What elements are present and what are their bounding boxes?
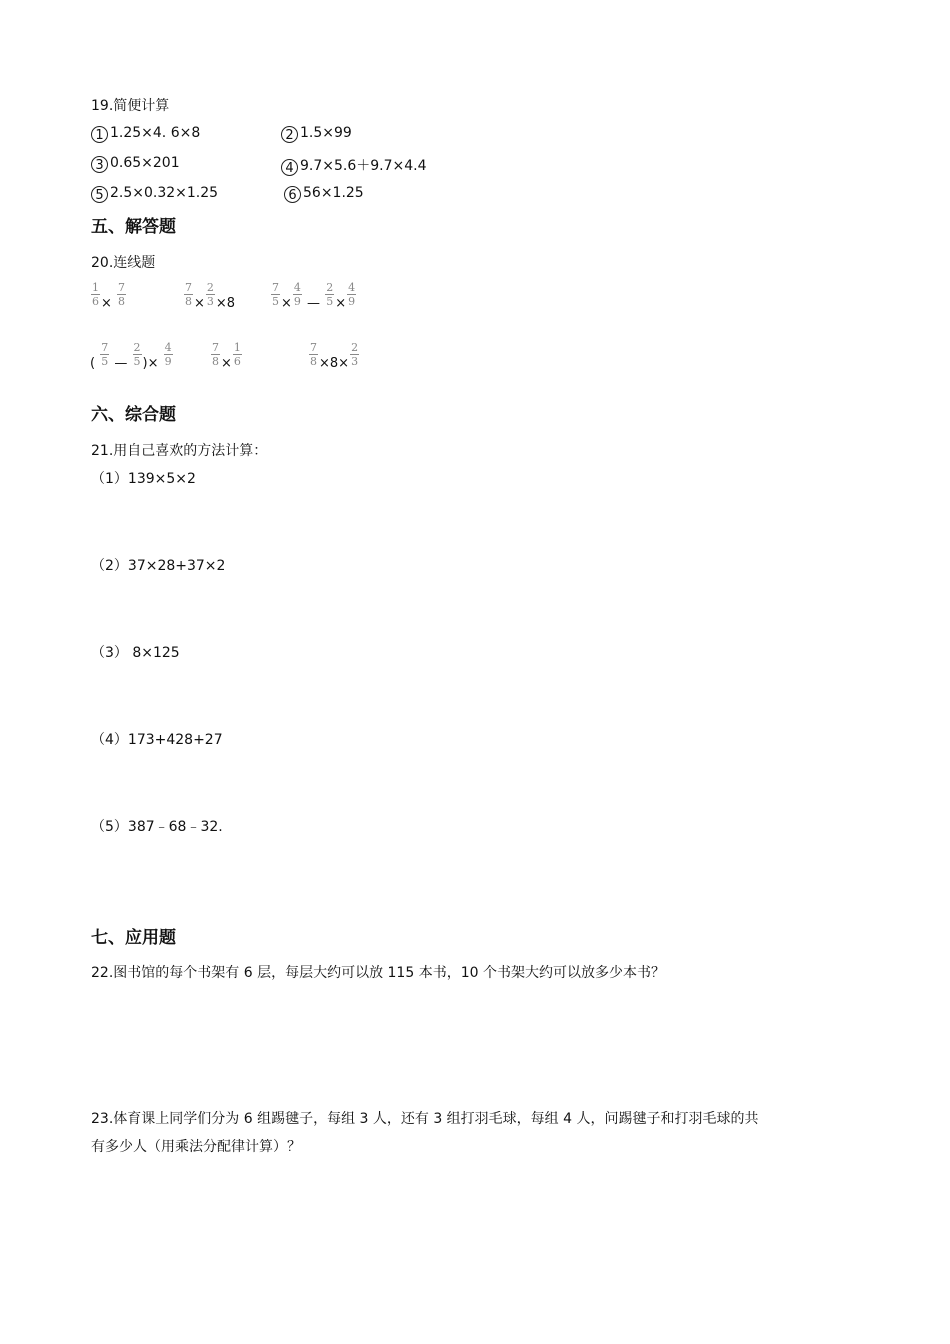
q21-item-5: （5）387﹣68﹣32. xyxy=(91,819,223,835)
section-heading-5: 五、解答题 xyxy=(91,217,176,237)
q20-expr-1: $\frac{1}{6}$ × $\frac{7}{8}$ xyxy=(92,281,126,311)
section-heading-6: 六、综合题 xyxy=(91,405,176,425)
q20-title: 20.连线题 xyxy=(91,255,156,271)
q19-expr: 2.5×0.32×1.25 xyxy=(110,185,219,201)
fraction: $\frac{2}{3}$ xyxy=(206,281,214,308)
q19-expr: 56×1.25 xyxy=(303,185,364,201)
fraction: $\frac{4}{9}$ xyxy=(164,341,172,368)
fraction: $\frac{7}{8}$ xyxy=(185,281,192,308)
fraction: $\frac{7}{5}$ xyxy=(272,281,279,308)
circled-number: 2 xyxy=(281,126,298,143)
fraction: $\frac{4}{9}$ xyxy=(348,281,356,308)
fraction: $\frac{7}{8}$ xyxy=(310,341,317,368)
q19-expr: 9.7×5.6＋9.7×4.4 xyxy=(300,158,427,174)
q19-item-4 xyxy=(281,155,427,176)
q23-text-line1: 23.体育课上同学们分为 6 组踢毽子，每组 3 人，还有 3 组打羽毛球，每组 4 人，问踢毽子和打羽毛球的共 xyxy=(91,1111,759,1127)
fraction: $\frac{1}{6}$ xyxy=(233,341,241,368)
circled-number: 6 xyxy=(284,186,301,203)
q21-item-2: （2）37×28+37×2 xyxy=(91,558,226,574)
fraction: $\frac{7}{5}$ xyxy=(101,341,109,368)
q21-item-3: （3） 8×125 xyxy=(91,645,180,661)
fraction: $\frac{4}{9}$ xyxy=(293,281,301,308)
q19-expr: 1.5×99 xyxy=(300,125,352,141)
q19-item-6 xyxy=(284,185,364,203)
circled-number: 3 xyxy=(91,156,108,173)
q19-item-3 xyxy=(91,155,180,173)
fraction: $\frac{2}{3}$ xyxy=(351,341,359,368)
q20-expr-5: $\frac{7}{8}$ × $\frac{1}{6}$ xyxy=(212,341,241,371)
q21-title: 21.用自己喜欢的方法计算： xyxy=(91,443,268,459)
q23-text-line2: 有多少人（用乘法分配律计算）？ xyxy=(91,1139,301,1155)
q21-item-4: （4）173+428+27 xyxy=(91,732,223,748)
fraction: $\frac{7}{8}$ xyxy=(118,281,126,308)
circled-number: 1 xyxy=(91,126,108,143)
fraction: $\frac{2}{5}$ xyxy=(326,281,334,308)
q19-item-5 xyxy=(91,185,218,203)
q19-expr: 1.25×4. 6×8 xyxy=(110,125,201,141)
fraction: $\frac{2}{5}$ xyxy=(133,341,141,368)
q20-expr-2: $\frac{7}{8}$ × $\frac{2}{3}$ ×8 xyxy=(185,281,236,311)
circled-number: 5 xyxy=(91,186,108,203)
q20-expr-4: ( $\frac{7}{5}$ — $\frac{2}{5}$ )× $\frac{4}{9}$ xyxy=(90,341,172,371)
circled-number: 4 xyxy=(281,159,298,176)
fraction: $\frac{1}{6}$ xyxy=(92,281,99,308)
fraction: $\frac{7}{8}$ xyxy=(212,341,219,368)
q19-title: 19.简便计算 xyxy=(91,98,170,114)
q21-item-1: （1）139×5×2 xyxy=(91,471,196,487)
q22-text: 22.图书馆的每个书架有 6 层，每层大约可以放 115 本书，10 个书架大约可以放多少本书？ xyxy=(91,965,665,981)
section-heading-7: 七、应用题 xyxy=(91,928,176,948)
q20-expr-3: $\frac{7}{5}$ × $\frac{4}{9}$ — $\frac{2}{5}$ × $\frac{4}{9}$ xyxy=(272,281,356,311)
q19-item-1 xyxy=(91,125,200,143)
q19-expr: 0.65×201 xyxy=(110,155,180,171)
q19-item-2 xyxy=(281,125,352,143)
q20-expr-6: $\frac{7}{8}$ ×8× $\frac{2}{3}$ xyxy=(310,341,359,371)
